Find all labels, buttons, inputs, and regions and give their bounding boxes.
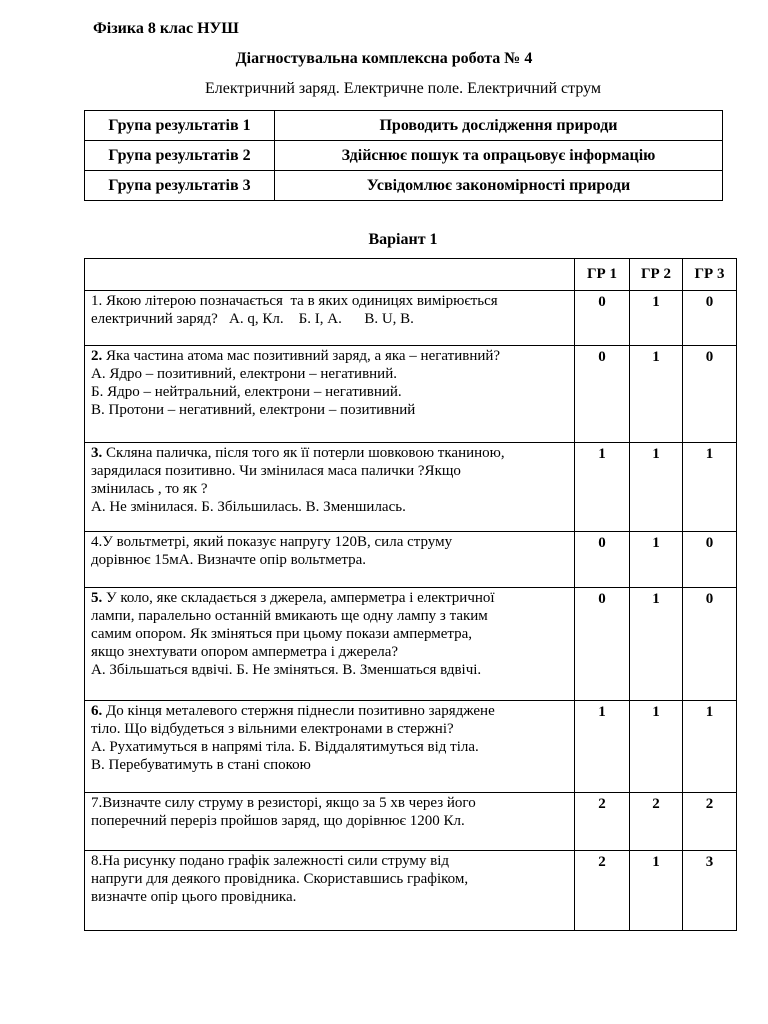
document-topic: Електричний заряд. Електричне поле. Електричний струм bbox=[204, 80, 602, 97]
question-row bbox=[85, 532, 737, 588]
result-groups-table bbox=[84, 110, 723, 201]
question-line: В. Перебуватимуть в стані спокою bbox=[91, 757, 311, 773]
question-line: В. Протони – негативний, електрони – позитивний bbox=[91, 402, 416, 418]
question-text bbox=[85, 443, 575, 532]
question-line: визначте опір цього провідника. bbox=[91, 889, 297, 905]
result-group-description: Здійснює пошук та опрацьовує інформацію bbox=[275, 141, 723, 171]
score-gr3: 1 bbox=[683, 443, 737, 532]
questions-header-row bbox=[85, 259, 737, 291]
score-gr1: 0 bbox=[575, 588, 630, 701]
question-line: Б. Ядро – нейтральний, електрони – негативний. bbox=[91, 384, 402, 400]
result-group-row bbox=[85, 141, 723, 171]
question-text bbox=[85, 346, 575, 443]
score-gr3: 1 bbox=[683, 701, 737, 793]
question-line: якщо знехтувати опором амперметра і джерела? bbox=[91, 644, 399, 660]
question-text bbox=[85, 793, 575, 851]
question-line: електричний заряд? А. q, Кл. Б. I, А. В. U, В. bbox=[91, 311, 414, 327]
score-gr1: 1 bbox=[575, 701, 630, 793]
question-row bbox=[85, 588, 737, 701]
result-group-label: Група результатів 3 bbox=[85, 171, 275, 201]
question-line: 6. До кінця металевого стержня піднесли позитивно заряджене bbox=[91, 703, 495, 719]
result-group-description: Усвідомлює закономірності природи bbox=[275, 171, 723, 201]
question-line: самим опором. Як зміняться при цьому покази амперметра, bbox=[91, 626, 473, 642]
questions-table bbox=[84, 258, 737, 931]
score-gr2: 1 bbox=[630, 588, 683, 701]
result-group-label: Група результатів 2 bbox=[85, 141, 275, 171]
question-line: А. Рухатимуться в напрямі тіла. Б. Віддалятимуться від тіла. bbox=[91, 739, 479, 755]
question-line: А. Ядро – позитивний, електрони – негативний. bbox=[91, 366, 397, 382]
question-line: тіло. Що відбудеться з вільними електронами в стержні? bbox=[91, 721, 454, 737]
question-line: напруги для деякого провідника. Скориставшись графіком, bbox=[91, 871, 469, 887]
question-row bbox=[85, 701, 737, 793]
variant-title: Варіант 1 bbox=[368, 231, 438, 248]
column-header-gr2: ГР 2 bbox=[630, 259, 683, 291]
question-row bbox=[85, 291, 737, 346]
document-title: Діагностувальна комплексна робота № 4 bbox=[235, 50, 533, 67]
question-number: 4. bbox=[91, 534, 103, 550]
question-number: 8. bbox=[91, 853, 103, 869]
score-gr1: 1 bbox=[575, 443, 630, 532]
question-line: зарядилася позитивно. Чи змінилася маса палички ?Якщо bbox=[91, 463, 461, 479]
question-line: 4.У вольтметрі, який показує напругу 120В, сила струму bbox=[91, 534, 453, 550]
question-number: 7. bbox=[91, 795, 103, 811]
result-group-description: Проводить дослідження природи bbox=[275, 111, 723, 141]
question-line: А. Не змінилася. Б. Збільшилась. В. Зменшилась. bbox=[91, 499, 406, 515]
score-gr2: 1 bbox=[630, 701, 683, 793]
question-line: поперечний переріз пройшов заряд, що дорівнює 1200 Кл. bbox=[91, 813, 465, 829]
question-row bbox=[85, 851, 737, 931]
question-line: 7.Визначте силу струму в резисторі, якщо за 5 хв через його bbox=[91, 795, 476, 811]
question-line: 2. Яка частина атома мас позитивний заряд, а яка – негативний? bbox=[91, 348, 501, 364]
result-group-row bbox=[85, 171, 723, 201]
question-line: А. Збільшаться вдвічі. Б. Не зміняться. В. Зменшаться вдвічі. bbox=[91, 662, 482, 678]
question-line: 8.На рисунку подано графік залежності сили струму від bbox=[91, 853, 450, 869]
result-group-row bbox=[85, 111, 723, 141]
score-gr2: 1 bbox=[630, 443, 683, 532]
score-gr2: 2 bbox=[630, 793, 683, 851]
score-gr3: 2 bbox=[683, 793, 737, 851]
document-subject: Фізика 8 клас НУШ bbox=[93, 20, 239, 37]
column-header-gr1: ГР 1 bbox=[575, 259, 630, 291]
question-text bbox=[85, 291, 575, 346]
score-gr2: 1 bbox=[630, 346, 683, 443]
question-row bbox=[85, 346, 737, 443]
question-number: 5. bbox=[91, 590, 103, 606]
question-line: 5. У коло, яке складається з джерела, амперметра і електричної bbox=[91, 590, 495, 606]
question-text bbox=[85, 701, 575, 793]
question-header-cell bbox=[85, 259, 575, 291]
question-line: 1. Якою літерою позначається та в яких одиницях вимірюється bbox=[91, 293, 498, 309]
score-gr3: 0 bbox=[683, 346, 737, 443]
score-gr2: 1 bbox=[630, 851, 683, 931]
question-line: змінилась , то як ? bbox=[91, 481, 208, 497]
score-gr1: 0 bbox=[575, 532, 630, 588]
column-header-gr3: ГР 3 bbox=[683, 259, 737, 291]
question-number: 2. bbox=[91, 348, 103, 364]
question-number: 3. bbox=[91, 445, 103, 461]
score-gr3: 0 bbox=[683, 291, 737, 346]
score-gr1: 0 bbox=[575, 346, 630, 443]
question-line: дорівнює 15мА. Визначте опір вольтметра. bbox=[91, 552, 367, 568]
score-gr2: 1 bbox=[630, 532, 683, 588]
score-gr3: 0 bbox=[683, 588, 737, 701]
question-row bbox=[85, 443, 737, 532]
question-row bbox=[85, 793, 737, 851]
question-text bbox=[85, 532, 575, 588]
score-gr1: 0 bbox=[575, 291, 630, 346]
question-number: 1. bbox=[91, 293, 103, 309]
question-number: 6. bbox=[91, 703, 103, 719]
score-gr3: 0 bbox=[683, 532, 737, 588]
score-gr1: 2 bbox=[575, 851, 630, 931]
question-text bbox=[85, 851, 575, 931]
score-gr2: 1 bbox=[630, 291, 683, 346]
question-line: лампи, паралельно останній вмикають ще одну лампу з таким bbox=[91, 608, 488, 624]
score-gr1: 2 bbox=[575, 793, 630, 851]
question-line: 3. Скляна паличка, після того як її потерли шовковою тканиною, bbox=[91, 445, 505, 461]
score-gr3: 3 bbox=[683, 851, 737, 931]
question-text bbox=[85, 588, 575, 701]
result-group-label: Група результатів 1 bbox=[85, 111, 275, 141]
